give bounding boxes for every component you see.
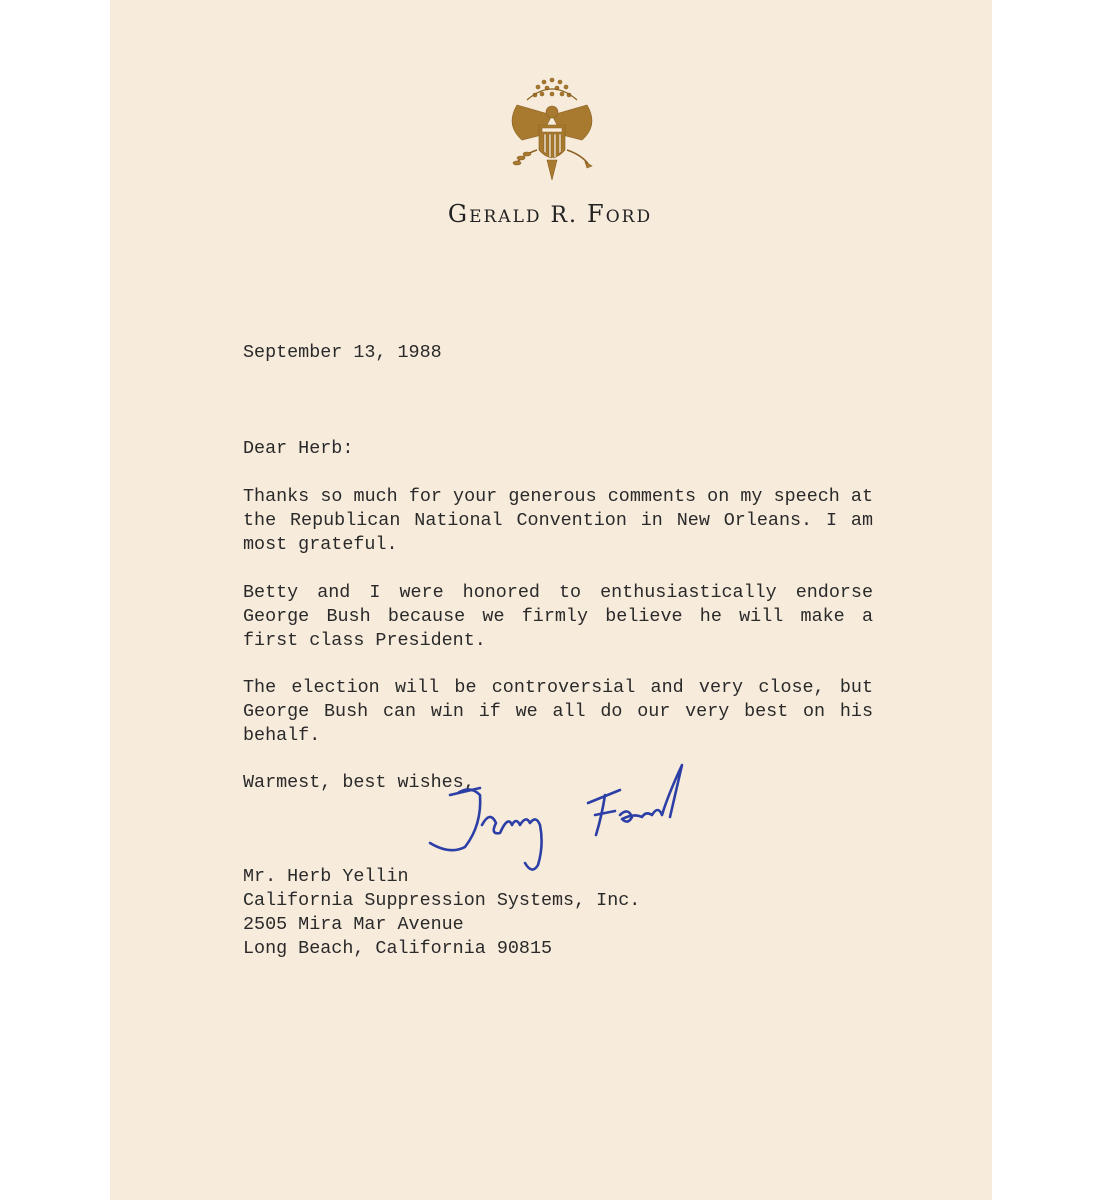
recipient-street: 2505 Mira Mar Avenue: [243, 914, 464, 935]
letterhead-last-initial: F: [587, 200, 606, 228]
letter-date: September 13, 1988: [243, 342, 442, 363]
letterhead-middle: R.: [550, 203, 579, 228]
body-paragraph-2: Betty and I were honored to enthusiastically endorse George Bush because we firmly believe he will make a first class President.: [243, 582, 873, 651]
salutation: Dear Herb:: [243, 438, 354, 459]
body-paragraph-3: The election will be controversial and very close, but George Bush can win if we all do our very best on his behalf.: [243, 677, 873, 746]
presidential-seal-icon: [497, 70, 607, 200]
closing: Warmest, best wishes,: [243, 772, 475, 793]
signature: [420, 755, 710, 895]
letterhead-first-initial: G: [447, 200, 470, 228]
letterhead-last-rest: ORD: [605, 207, 653, 227]
letterhead-name: [300, 200, 800, 228]
recipient-city: Long Beach, California 90815: [243, 938, 553, 959]
recipient-company: California Suppression Systems, Inc.: [243, 890, 641, 911]
recipient-name: Mr. Herb Yellin: [243, 866, 409, 887]
body-paragraph-1: Thanks so much for your generous comments on my speech at the Republican National Convention in New Orleans. I am most grateful.: [243, 486, 873, 555]
letterhead-first-rest: ERALD: [469, 207, 542, 227]
